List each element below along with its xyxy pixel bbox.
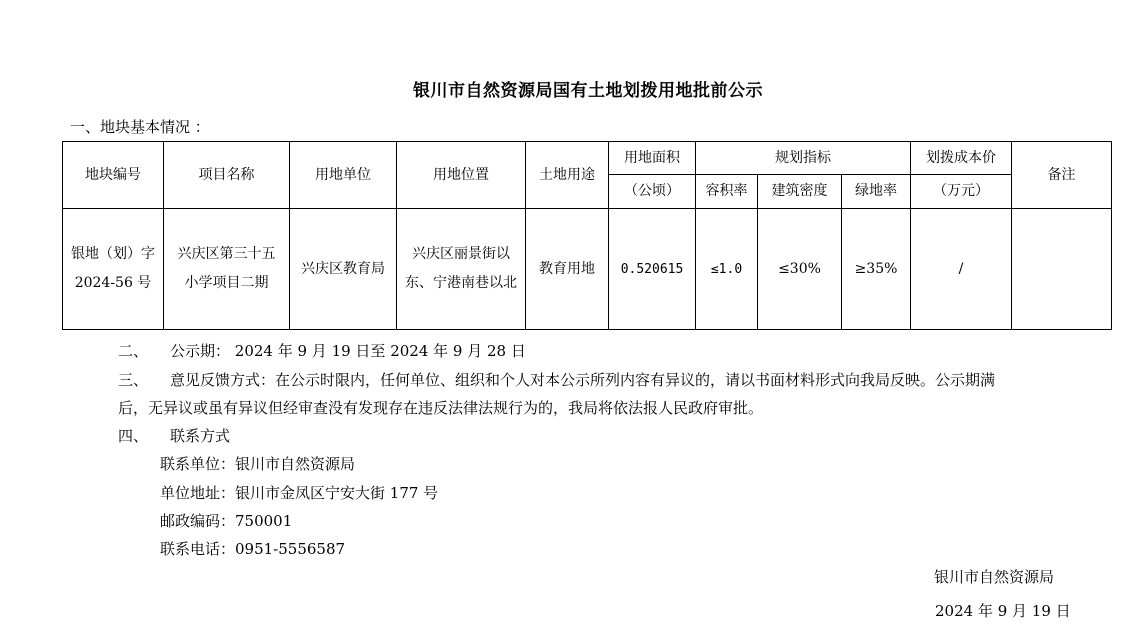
cell-location: 兴庆区丽景街以 东、宁港南巷以北 (397, 209, 526, 330)
header-far: 容积率 (696, 175, 758, 209)
contact-heading: 联系方式 (170, 427, 231, 445)
section-basic-info-heading: 一、地块基本情况 ： (70, 118, 210, 136)
publicity-period-text: 公示期： 2024 年 9 月 19 日至 2024 年 9 月 28 日 (170, 342, 526, 360)
header-remark: 备注 (1012, 142, 1112, 209)
feedback-text-line1: 意见反馈方式：在公示时限内，任何单位、组织和个人对本公示所列内容有异议的，请以书面材料形式向我局反映。公示期满 (170, 371, 996, 389)
contact-unit: 联系单位：银川市自然资源局 (160, 455, 356, 473)
section-number: 四、 (118, 427, 149, 445)
cell-density: ≤30% (758, 209, 842, 330)
header-planning: 规划指标 (696, 142, 911, 175)
header-green: 绿地率 (842, 175, 911, 209)
cell-cost: / (911, 209, 1012, 330)
header-unit: 用地单位 (290, 142, 397, 209)
signature-date: 2024 年 9 月 19 日 (935, 602, 1071, 620)
section-number: 三、 (118, 371, 149, 389)
header-cost-line2: （万元） (911, 175, 1012, 209)
land-info-table (62, 141, 1112, 330)
cell-use: 教育用地 (526, 209, 609, 330)
header-density: 建筑密度 (758, 175, 842, 209)
contact-postcode: 邮政编码：750001 (160, 512, 293, 530)
page-title: 银川市自然资源局国有土地划拨用地批前公示 (413, 81, 763, 101)
contact-address: 单位地址：银川市金凤区宁安大街 177 号 (160, 484, 439, 502)
header-cost-line1: 划拨成本价 (911, 142, 1012, 175)
header-area-line2: （公顷） (609, 175, 696, 209)
table-row (63, 209, 1112, 330)
header-plot-no: 地块编号 (63, 142, 164, 209)
cell-area: 0.520615 (609, 209, 696, 330)
header-location: 用地位置 (397, 142, 526, 209)
section-contact (118, 422, 230, 450)
contact-phone: 联系电话：0951-5556587 (160, 540, 346, 558)
section-feedback-line1 (118, 366, 995, 394)
cell-project: 兴庆区第三十五 小学项目二期 (164, 209, 290, 330)
header-area-line1: 用地面积 (609, 142, 696, 175)
cell-far: ≤1.0 (696, 209, 758, 330)
section-publicity-period (118, 337, 526, 365)
cell-remark (1012, 209, 1112, 330)
section-number: 二、 (118, 342, 149, 360)
cell-unit: 兴庆区教育局 (290, 209, 397, 330)
feedback-text-line2: 后，无异议或虽有异议但经审查没有发现存在违反法律法规行为的，我局将依法报人民政府审批。 (118, 399, 764, 417)
cell-plot-no: 银地（划）字 2024-56 号 (63, 209, 164, 330)
signature-org: 银川市自然资源局 (934, 568, 1055, 586)
header-project: 项目名称 (164, 142, 290, 209)
header-use: 土地用途 (526, 142, 609, 209)
cell-green: ≥35% (842, 209, 911, 330)
